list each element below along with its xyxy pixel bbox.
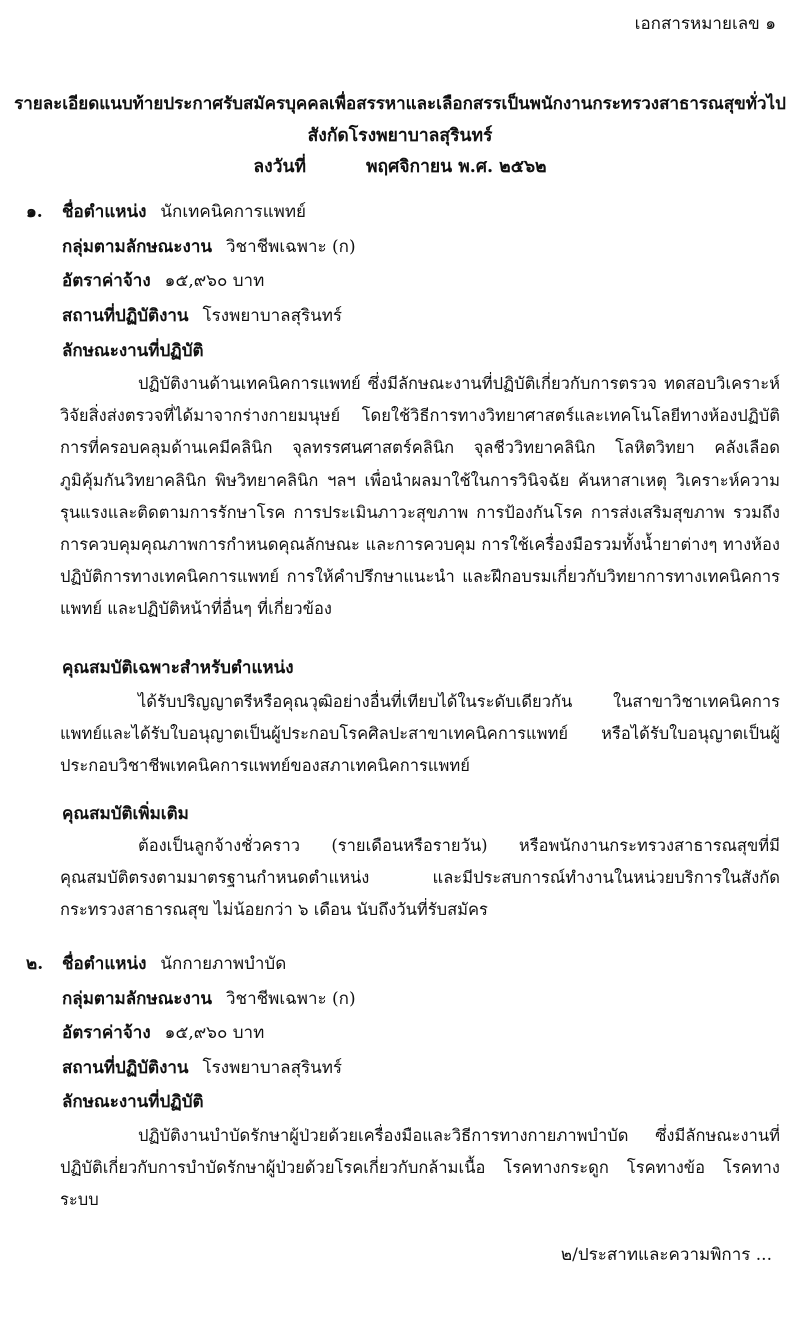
document-number: เอกสารหมายเลข ๑ bbox=[634, 14, 776, 34]
continuation-note: ๒/ประสาทและความพิการ ... bbox=[560, 1245, 772, 1265]
workplace-row bbox=[62, 1054, 342, 1081]
workplace-label: สถานที่ปฏิบัติงาน bbox=[62, 1058, 189, 1078]
workplace-value: โรงพยาบาลสุรินทร์ bbox=[202, 306, 343, 326]
work-group-label: กลุ่มตามลักษณะงาน bbox=[62, 237, 212, 257]
work-group-row bbox=[62, 985, 356, 1012]
extra-qualification-paragraph: ต้องเป็นลูกจ้างชั่วคราว (รายเดือนหรือรายวัน) หรือพนักงานกระทรวงสาธารณสุขที่มีคุณสมบัติตรงตามมาตรฐานกำหนดตำแหน่ง และมีประสบการณ์ทำงานในหน่วยบริการในสังกัดกระทรวงสาธารณสุข ไม่น้อยกว่า ๖ เดือน นับถึงวันที่รับสมัคร bbox=[60, 836, 780, 920]
wage-label: อัตราค่าจ้าง bbox=[62, 271, 151, 291]
duty-heading: ลักษณะงานที่ปฏิบัติ bbox=[62, 1092, 204, 1112]
work-group-label: กลุ่มตามลักษณะงาน bbox=[62, 989, 212, 1009]
position-name-label: ชื่อตำแหน่ง bbox=[62, 954, 147, 974]
date-label: ลงวันที่ bbox=[253, 157, 307, 177]
position-number: ๑. bbox=[26, 202, 43, 222]
date-value: พฤศจิกายน พ.ศ. ๒๕๖๒ bbox=[366, 157, 547, 177]
wage-row bbox=[62, 1019, 264, 1046]
wage-value: ๑๕,๙๖๐ บาท bbox=[164, 1023, 265, 1043]
qualification-heading: คุณสมบัติเฉพาะสำหรับตำแหน่ง bbox=[62, 658, 294, 678]
workplace-row bbox=[62, 302, 342, 329]
workplace-value: โรงพยาบาลสุรินทร์ bbox=[202, 1058, 343, 1078]
work-group: วิชาชีพเฉพาะ (ก) bbox=[226, 237, 356, 257]
wage-row bbox=[62, 267, 264, 294]
wage-value: ๑๕,๙๖๐ บาท bbox=[164, 271, 265, 291]
position-name-row bbox=[62, 198, 306, 225]
duty-heading: ลักษณะงานที่ปฏิบัติ bbox=[62, 341, 204, 361]
wage-label: อัตราค่าจ้าง bbox=[62, 1023, 151, 1043]
position-name: นักเทคนิคการแพทย์ bbox=[160, 202, 307, 222]
qualification-paragraph: ได้รับปริญญาตรีหรือคุณวุฒิอย่างอื่นที่เทียบได้ในระดับเดียวกัน ในสาขาวิชาเทคนิคการแพทย์และได้รับใบอนุญาตเป็นผู้ประกอบโรคศิลปะสาขาเทคนิคการแพทย์ หรือได้รับใบอนุญาตเป็นผู้ประกอบวิชาชีพเทคนิคการแพทย์ของสภาเทคนิคการแพทย์ bbox=[60, 692, 780, 776]
position-name: นักกายภาพบำบัด bbox=[160, 954, 287, 974]
duty-paragraph: ปฏิบัติงานด้านเทคนิคการแพทย์ ซึ่งมีลักษณะงานที่ปฏิบัติเกี่ยวกับการตรวจ ทดสอบวิเคราะห์วิจัยสิ่งส่งตรวจที่ได้มาจากร่างกายมนุษย์ โดยใช้วิธีการทางวิทยาศาสตร์และเทคโนโลยีทางห้องปฏิบัติการที่ครอบคลุมด้านเคมีคลินิก จุลทรรศนศาสตร์คลินิก จุลชีววิทยาคลินิก โลหิตวิทยา คลังเลือดภูมิคุ้มกันวิทยาคลินิก พิษวิทยาคลินิก ฯลฯ เพื่อนำผลมาใช้ในการวินิจฉัย ค้นหาสาเหตุ วิเคราะห์ความรุนแรงและติดตามการรักษาโรค การประเมินภาวะสุขภาพ การป้องกันโรค การส่งเสริมสุขภาพ รวมถึงการควบคุมคุณภาพการกำหนดคุณลักษณะ และการควบคุม การใช้เครื่องมือรวมทั้งน้ำยาต่างๆ ทางห้องปฏิบัติการทางเทคนิคการแพทย์ การให้คำปรึกษาแนะนำ และฝึกอบรมเกี่ยวกับวิทยาการทางเทคนิคการแพทย์ และปฏิบัติหน้าที่อื่นๆ ที่เกี่ยวข้อง bbox=[60, 374, 780, 619]
work-group: วิชาชีพเฉพาะ (ก) bbox=[226, 989, 356, 1009]
position-number: ๒. bbox=[26, 954, 44, 974]
duty-paragraph: ปฏิบัติงานบำบัดรักษาผู้ป่วยด้วยเครื่องมือและวิธีการทางกายภาพบำบัด ซึ่งมีลักษณะงานที่ปฏิบัติเกี่ยวกับการบำบัดรักษาผู้ป่วยด้วยโรคเกี่ยวกับกล้ามเนื้อ โรคทางกระดูก โรคทางข้อ โรคทางระบบ bbox=[60, 1126, 780, 1210]
document-date bbox=[0, 152, 800, 180]
position-name-row bbox=[62, 950, 286, 977]
work-group-row bbox=[62, 233, 356, 260]
workplace-label: สถานที่ปฏิบัติงาน bbox=[62, 306, 189, 326]
document-subtitle: สังกัดโรงพยาบาลสุรินทร์ bbox=[307, 126, 493, 146]
extra-qualification-heading: คุณสมบัติเพิ่มเติม bbox=[62, 804, 189, 824]
position-name-label: ชื่อตำแหน่ง bbox=[62, 202, 147, 222]
document-title: รายละเอียดแนบท้ายประกาศรับสมัครบุคคลเพื่อสรรหาและเลือกสรรเป็นพนักงานกระทรวงสาธารณสุขทั่วไป bbox=[14, 94, 786, 114]
